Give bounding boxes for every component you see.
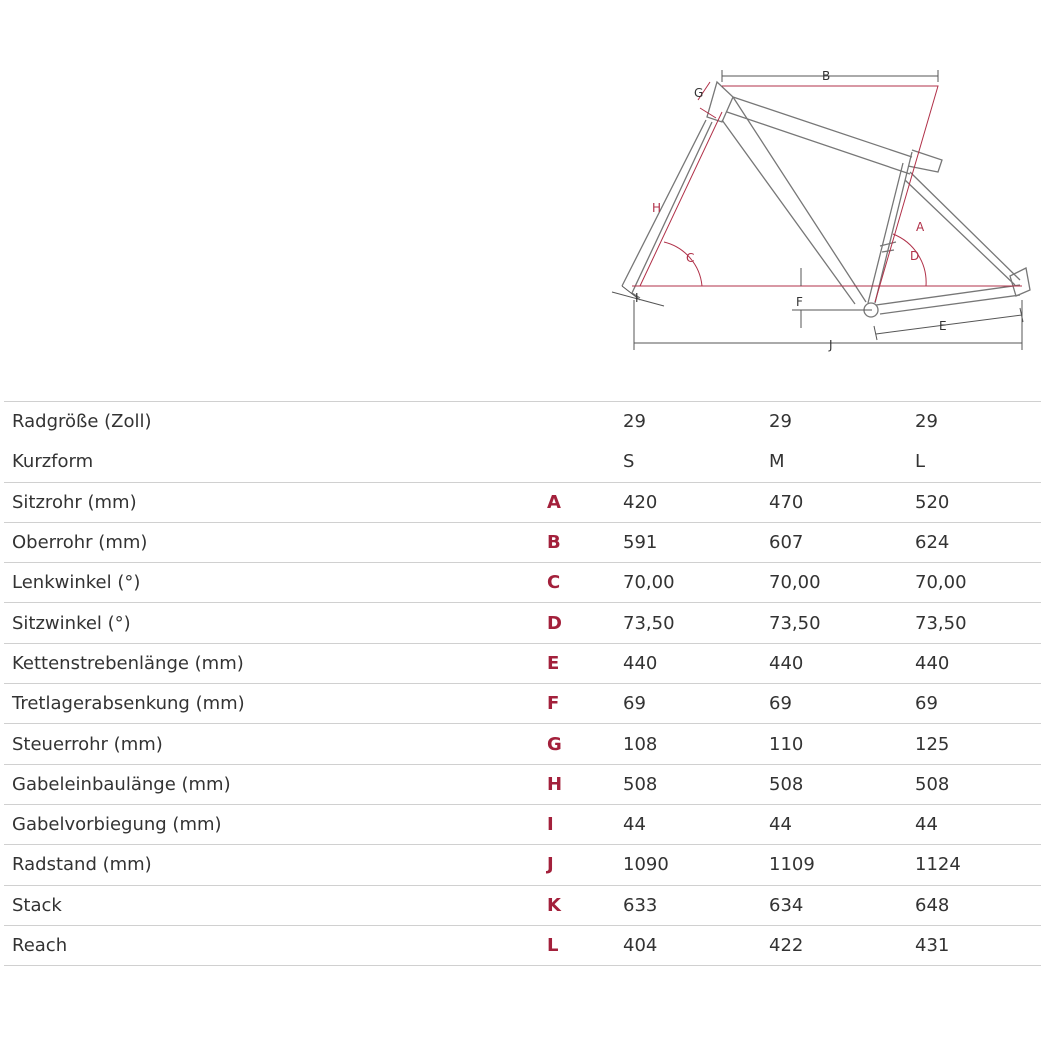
label-g: G xyxy=(694,86,704,100)
value-m: 73,50 xyxy=(761,603,907,643)
value-s: 1090 xyxy=(615,845,761,885)
rear-dropout xyxy=(1010,268,1030,296)
value-l: 440 xyxy=(907,643,1041,683)
row-label: Lenkwinkel (°) xyxy=(4,563,539,603)
value-l: 520 xyxy=(907,482,1041,522)
down-tube xyxy=(722,97,866,304)
value-m: 29 xyxy=(761,402,907,442)
value-l: 1124 xyxy=(907,845,1041,885)
value-m: M xyxy=(769,451,785,473)
value-s: 70,00 xyxy=(615,563,761,603)
bike-frame xyxy=(622,82,1030,317)
table-row xyxy=(4,442,1041,482)
value-l: 508 xyxy=(907,764,1041,804)
value-l: 70,00 xyxy=(907,563,1041,603)
row-label: Reach xyxy=(4,925,539,965)
value-s: 69 xyxy=(615,684,761,724)
table-row xyxy=(4,925,1041,965)
value-s: 73,50 xyxy=(615,603,761,643)
table-row xyxy=(4,764,1041,804)
label-d: D xyxy=(910,249,920,263)
value-m: 422 xyxy=(761,925,907,965)
table-row xyxy=(4,804,1041,844)
value-s: 44 xyxy=(615,804,761,844)
value-s: 420 xyxy=(615,482,761,522)
value-s: S xyxy=(623,451,635,473)
label-c: C xyxy=(686,251,695,265)
dim-j xyxy=(634,300,1022,350)
row-label: Steuerrohr (mm) xyxy=(4,724,539,764)
value-s: 508 xyxy=(615,764,761,804)
value-m: 69 xyxy=(761,684,907,724)
label-f: F xyxy=(796,295,803,309)
diagram-letters xyxy=(635,69,947,352)
table-row xyxy=(4,724,1041,764)
value-m: 70,00 xyxy=(761,563,907,603)
value-s: 440 xyxy=(615,643,761,683)
row-letter: J xyxy=(539,845,615,885)
table-row xyxy=(4,643,1041,683)
row-letter: G xyxy=(539,724,615,764)
row-letter: A xyxy=(539,482,615,522)
label-h: H xyxy=(652,201,662,215)
row-letter: L xyxy=(539,925,615,965)
value-l: 125 xyxy=(907,724,1041,764)
head-angle-arc-c xyxy=(664,242,702,286)
value-l: 29 xyxy=(907,402,1041,442)
value-m: 470 xyxy=(761,482,907,522)
row-letter: D xyxy=(539,603,615,643)
row-letter xyxy=(539,402,615,442)
row-letter: C xyxy=(539,563,615,603)
label-j: J xyxy=(829,338,833,352)
chain-stay xyxy=(876,285,1020,314)
table-row xyxy=(4,603,1041,643)
row-label: Tretlagerabsenkung (mm) xyxy=(4,684,539,724)
value-m: 110 xyxy=(761,724,907,764)
row-label: Radgröße (Zoll) xyxy=(4,402,539,442)
label-b: B xyxy=(822,69,831,83)
fork-length-line-h xyxy=(640,112,722,286)
value-s: 404 xyxy=(615,925,761,965)
value-l: L xyxy=(915,451,926,473)
label-e: E xyxy=(939,319,947,333)
value-m: 607 xyxy=(761,522,907,562)
row-label: Gabeleinbaulänge (mm) xyxy=(4,764,539,804)
dimension-lines xyxy=(612,70,1023,350)
seat-tube xyxy=(868,152,912,303)
row-letter: K xyxy=(539,885,615,925)
value-l: 648 xyxy=(907,885,1041,925)
table-row xyxy=(4,885,1041,925)
row-letter: E xyxy=(539,643,615,683)
geometry-table xyxy=(4,401,1041,966)
measurement-lines xyxy=(632,82,1022,302)
value-l: 431 xyxy=(907,925,1041,965)
label-i: I xyxy=(635,291,639,305)
row-label: Oberrohr (mm) xyxy=(4,522,539,562)
value-m: 508 xyxy=(761,764,907,804)
value-m: 634 xyxy=(761,885,907,925)
table-row xyxy=(4,522,1041,562)
row-letter: I xyxy=(539,804,615,844)
value-l: 73,50 xyxy=(907,603,1041,643)
table-row xyxy=(4,563,1041,603)
seat-post-top xyxy=(908,150,942,172)
dim-f xyxy=(792,268,872,328)
value-s: 29 xyxy=(615,402,761,442)
table-row xyxy=(4,482,1041,522)
row-label: Gabelvorbiegung (mm) xyxy=(4,804,539,844)
frame-geometry-diagram xyxy=(600,60,1041,360)
table-row xyxy=(4,402,1041,442)
value-s: 591 xyxy=(615,522,761,562)
row-label: Sitzrohr (mm) xyxy=(4,482,539,522)
row-label: Kettenstrebenlänge (mm) xyxy=(4,643,539,683)
row-letter: F xyxy=(539,684,615,724)
value-s: 633 xyxy=(615,885,761,925)
value-l: 44 xyxy=(907,804,1041,844)
dim-e xyxy=(874,308,1023,340)
row-letter: B xyxy=(539,522,615,562)
value-m: 440 xyxy=(761,643,907,683)
row-letter xyxy=(539,442,615,482)
value-s: 108 xyxy=(615,724,761,764)
geometry-table-body xyxy=(4,402,1041,966)
table-row xyxy=(4,845,1041,885)
table-row xyxy=(4,684,1041,724)
row-letter: H xyxy=(539,764,615,804)
row-label: Kurzform xyxy=(12,451,94,473)
value-l: 624 xyxy=(907,522,1041,562)
value-m: 1109 xyxy=(761,845,907,885)
top-tube xyxy=(727,97,912,174)
value-l: 69 xyxy=(907,684,1041,724)
row-label: Radstand (mm) xyxy=(4,845,539,885)
value-m: 44 xyxy=(761,804,907,844)
label-a: A xyxy=(916,220,925,234)
row-label: Sitzwinkel (°) xyxy=(4,603,539,643)
row-label: Stack xyxy=(4,885,539,925)
